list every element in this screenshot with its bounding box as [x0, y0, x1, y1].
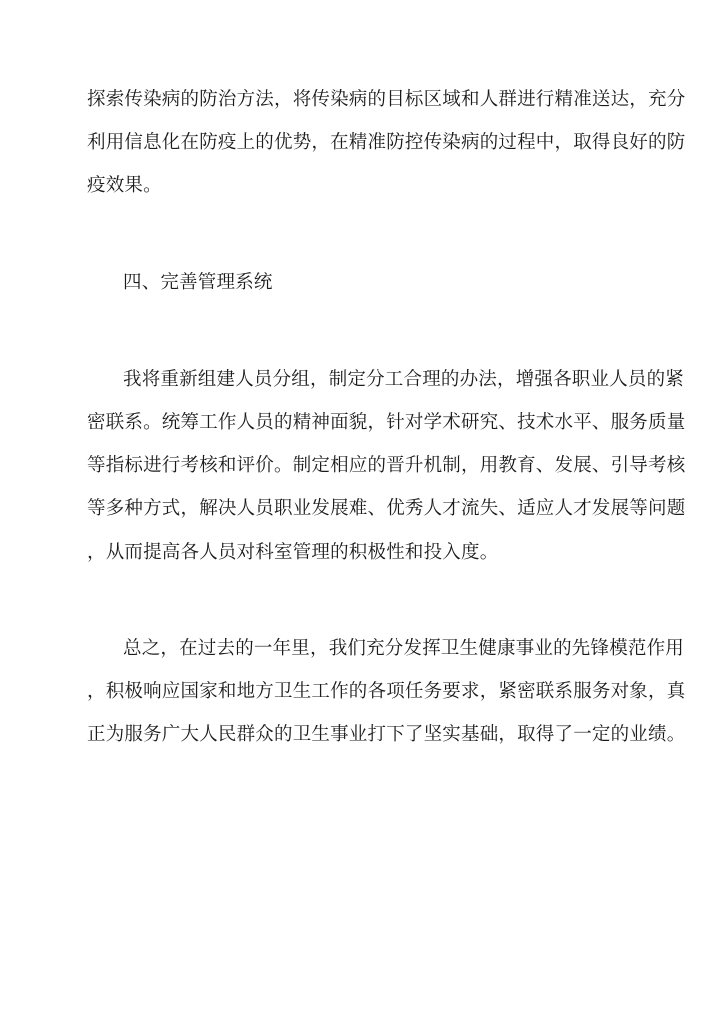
text-line: 我将重新组建人员分组，制定分工合理的办法，增强各职业人员的紧: [123, 369, 685, 390]
text-line: ，积极响应国家和地方卫生工作的各项任务要求，紧密联系服务对象，真: [87, 681, 686, 702]
text-line: 探索传染病的防治方法，将传染病的目标区域和人群进行精准送达，充分: [87, 89, 686, 110]
text-line: 正为服务广大人民群众的卫生事业打下了坚实基础，取得了一定的业绩。: [87, 724, 686, 745]
section-heading: 四、完善管理系统: [123, 272, 273, 293]
text-line: 密联系。统筹工作人员的精神面貌，针对学术研究、技术水平、服务质量: [87, 412, 686, 433]
text-line: 总之，在过去的一年里，我们充分发挥卫生健康事业的先锋模范作用: [123, 638, 685, 659]
text-line: ，从而提高各人员对科室管理的积极性和投入度。: [87, 542, 499, 563]
text-line: 等指标进行考核和评价。制定相应的晋升机制，用教育、发展、引导考核: [87, 455, 686, 476]
text-line: 疫效果。: [87, 175, 162, 196]
text-line: 利用信息化在防疫上的优势，在精准防控传染病的过程中，取得良好的防: [87, 132, 686, 153]
text-line: 等多种方式，解决人员职业发展难、优秀人才流失、适应人才发展等问题: [87, 498, 686, 519]
